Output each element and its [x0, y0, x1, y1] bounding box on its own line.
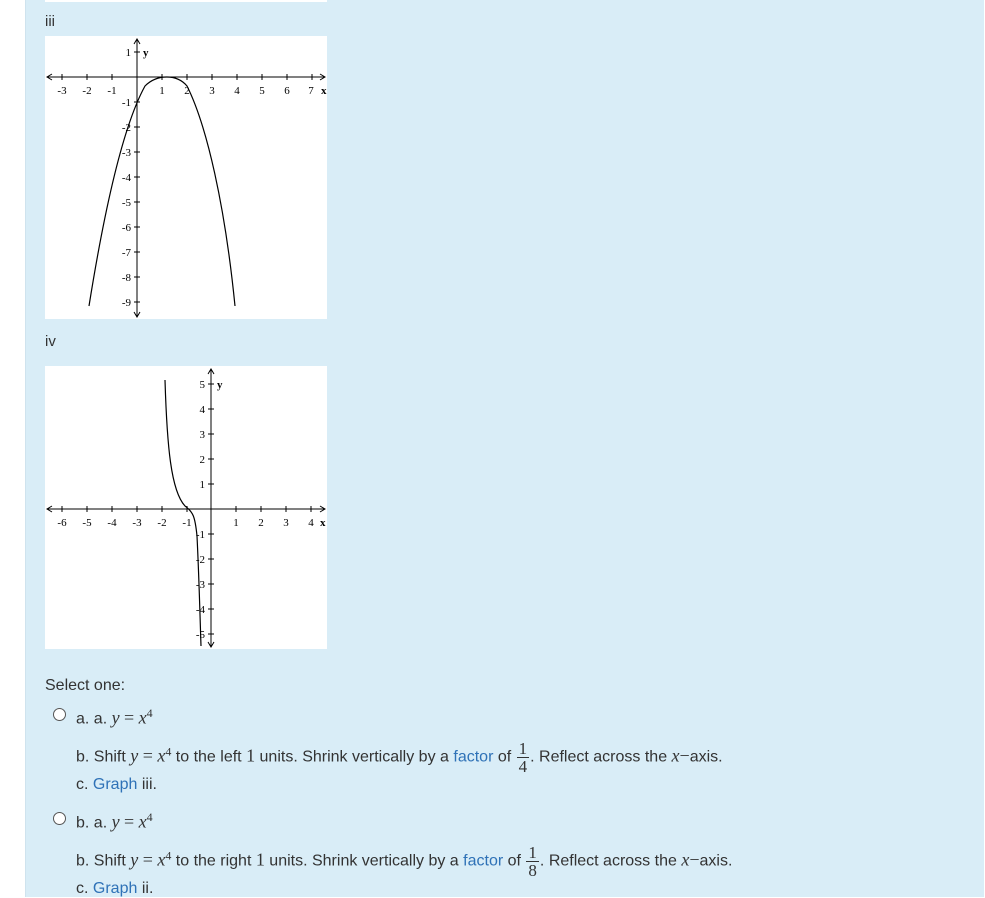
fraction	[517, 740, 530, 775]
math-var: x	[157, 849, 166, 870]
option-b-part-b	[76, 844, 732, 879]
math-eq: =	[142, 745, 153, 766]
x-tick-label: -6	[57, 517, 67, 529]
y-tick-label: -6	[121, 222, 131, 234]
graph-link[interactable]: Graph	[92, 880, 138, 897]
fraction-denominator: 8	[528, 861, 537, 880]
x-tick-label: -4	[107, 517, 117, 529]
x-tick-label: -2	[157, 517, 167, 529]
part-a-label: a.	[93, 814, 108, 832]
x-tick-label: 7	[308, 85, 314, 97]
graph-value: ii.	[141, 880, 154, 897]
y-tick-label: -5	[121, 197, 131, 209]
y-tick-label: 1	[125, 47, 131, 59]
axis-word: axis.	[689, 748, 723, 766]
math-eq: =	[142, 849, 153, 870]
option-letter: b.	[76, 814, 90, 832]
option-letter: a.	[76, 710, 90, 728]
part-c-label: c.	[76, 880, 89, 897]
x-tick-label: -5	[82, 517, 92, 529]
x-tick-label: 6	[284, 85, 290, 97]
math-var: x	[138, 707, 147, 728]
graph-iv	[45, 366, 327, 649]
math-exp: 4	[146, 706, 153, 720]
shift-amount: 1	[246, 745, 256, 766]
y-tick-label: -4	[195, 604, 205, 616]
math-exp: 4	[146, 810, 153, 824]
option-b-part-a[interactable]	[76, 810, 153, 832]
y-tick-label: -2	[121, 122, 131, 134]
fraction-numerator: 1	[518, 739, 528, 758]
graph-link[interactable]: Graph	[92, 776, 138, 793]
x-tick-label: 2	[184, 85, 190, 97]
x-tick-label: -2	[82, 85, 92, 97]
y-tick-label: -2	[195, 554, 205, 566]
math-minus: −	[689, 849, 700, 870]
math-var: y	[111, 707, 120, 728]
y-tick-label: -8	[121, 272, 131, 284]
of-text: of	[497, 748, 512, 766]
part-a-label: a.	[93, 710, 108, 728]
shift-direction: to the right	[175, 852, 252, 870]
y-tick-label: -5	[195, 629, 205, 641]
of-text: of	[507, 852, 521, 870]
x-tick-label: -3	[132, 517, 142, 529]
option-b-radio[interactable]	[53, 812, 66, 825]
shift-amount: 1	[255, 849, 265, 870]
math-var: y	[130, 849, 139, 870]
math-exp: 4	[165, 744, 172, 759]
y-tick-label: 1	[199, 479, 205, 491]
math-var: x	[681, 849, 690, 870]
option-a-radio[interactable]	[53, 708, 66, 721]
reflect-text: . Reflect across the	[530, 748, 668, 766]
y-axis-label: y	[143, 47, 149, 59]
axis-word: axis.	[699, 852, 733, 870]
x-tick-label: 1	[233, 517, 239, 529]
math-eq: =	[124, 707, 135, 728]
x-tick-label: 2	[258, 517, 264, 529]
x-tick-label: 1	[159, 85, 165, 97]
math-var: x	[138, 811, 147, 832]
graph-iii-label: iii	[45, 13, 55, 30]
math-var: x	[157, 745, 166, 766]
y-tick-label: -1	[195, 529, 205, 541]
y-tick-label: 3	[199, 429, 205, 441]
shrink-text: units. Shrink vertically by a	[269, 852, 459, 870]
math-var: y	[111, 811, 120, 832]
factor-link[interactable]: factor	[453, 748, 494, 766]
previous-graph-edge	[45, 0, 327, 2]
x-tick-label: 3	[283, 517, 289, 529]
option-a-part-a[interactable]	[76, 706, 153, 728]
fraction-denominator: 4	[518, 757, 528, 776]
fraction-numerator: 1	[528, 843, 537, 862]
fraction	[526, 844, 539, 879]
math-minus: −	[679, 745, 690, 766]
y-tick-label: 5	[199, 379, 205, 391]
x-tick-label: 3	[209, 85, 215, 97]
factor-link[interactable]: factor	[463, 852, 504, 870]
reflect-text: . Reflect across the	[539, 852, 677, 870]
math-eq: =	[124, 811, 135, 832]
math-var: x	[671, 745, 680, 766]
x-tick-label: 4	[234, 85, 240, 97]
shift-direction: to the left	[175, 748, 242, 766]
x-tick-label: -1	[107, 85, 117, 97]
graph-iv-plot	[45, 366, 327, 649]
y-tick-label: -9	[121, 297, 131, 309]
math-exp: 4	[165, 848, 172, 863]
x-tick-label: 4	[308, 517, 314, 529]
option-a-part-c	[76, 776, 157, 794]
graph-iii-curve	[89, 77, 235, 306]
y-tick-label: 2	[199, 454, 205, 466]
select-one-prompt: Select one:	[45, 677, 126, 694]
graph-iv-label: iv	[45, 333, 56, 350]
graph-value: iii.	[141, 776, 157, 793]
y-tick-label: -4	[121, 172, 131, 184]
y-tick-label: -3	[121, 147, 131, 159]
y-tick-label: -1	[121, 97, 131, 109]
y-tick-label: -3	[195, 579, 205, 591]
y-tick-label: 4	[199, 404, 205, 416]
graph-iii-plot	[45, 36, 327, 319]
graph-iii	[45, 36, 327, 319]
x-tick-label: -1	[182, 517, 192, 529]
math-var: y	[130, 745, 139, 766]
x-axis-label: x	[321, 85, 327, 97]
y-tick-label: -7	[121, 247, 131, 259]
option-b-part-c	[76, 880, 153, 898]
part-b-label: b. Shift	[76, 748, 126, 766]
x-axis-label: x	[320, 517, 326, 529]
y-axis-label: y	[217, 379, 223, 391]
x-tick-label: -3	[57, 85, 67, 97]
part-c-label: c.	[76, 776, 89, 793]
x-tick-label: 5	[259, 85, 265, 97]
part-b-label: b. Shift	[76, 852, 126, 870]
shrink-text: units. Shrink vertically by a	[259, 748, 449, 766]
option-a-part-b	[76, 740, 723, 775]
